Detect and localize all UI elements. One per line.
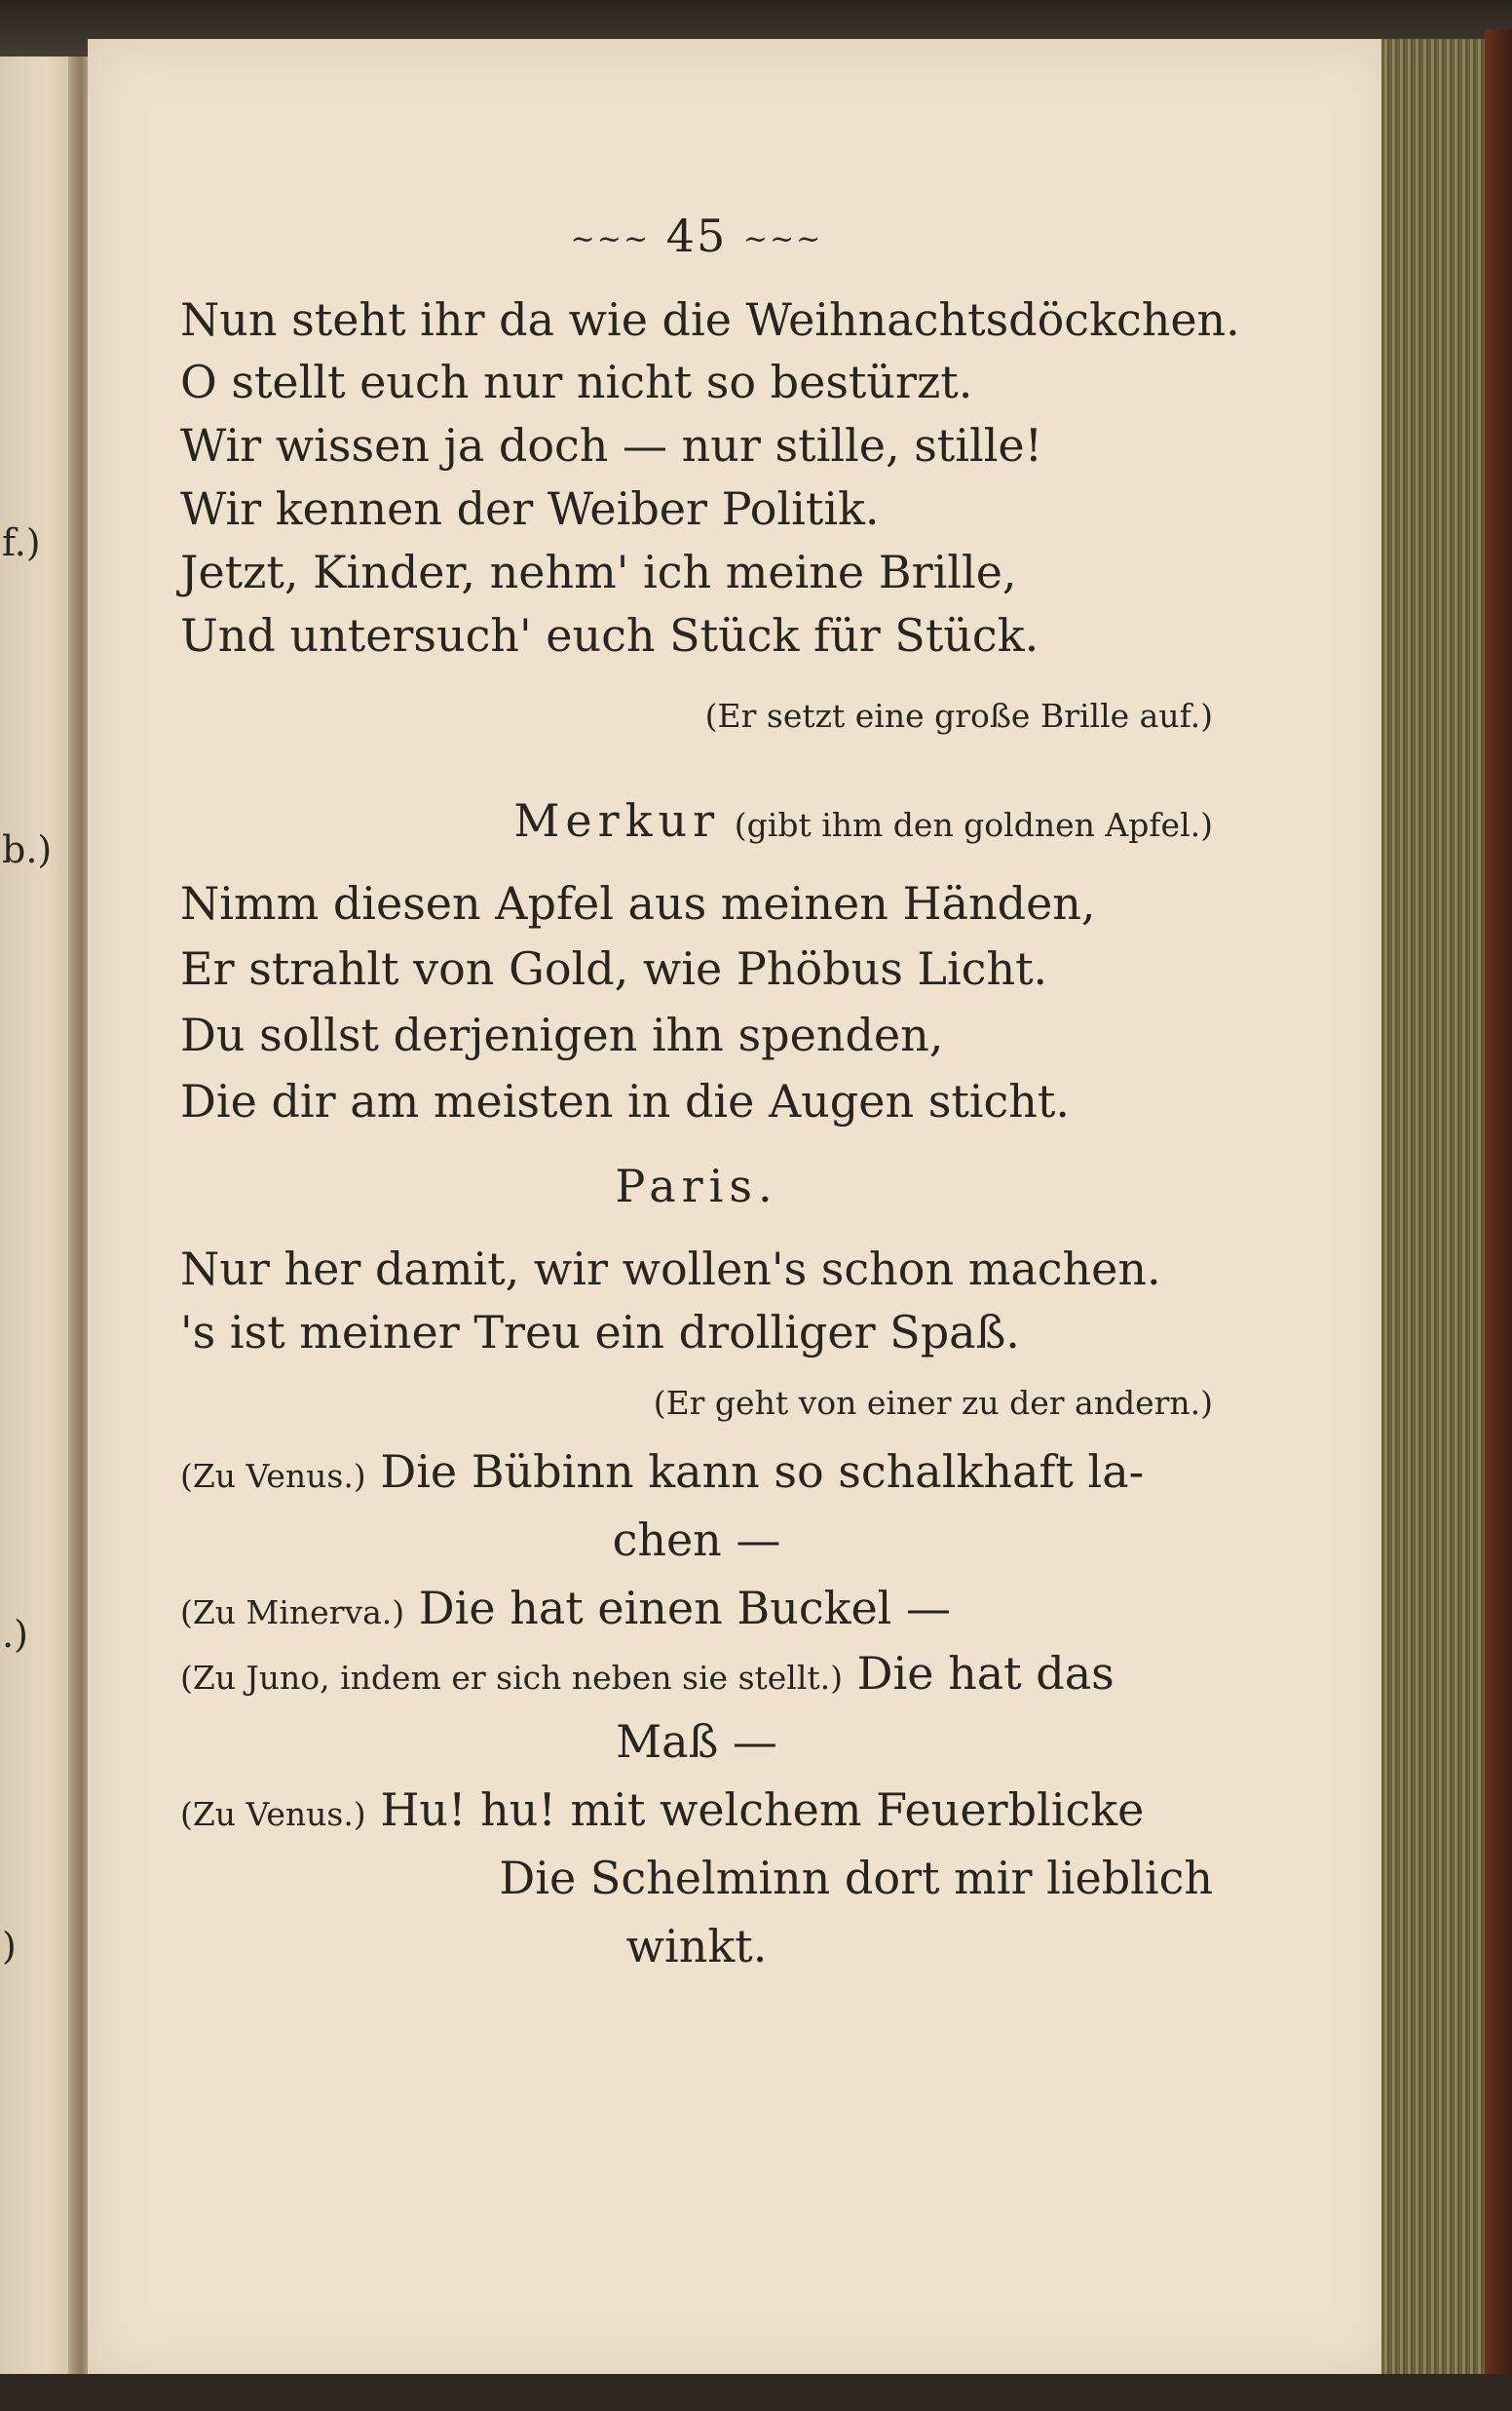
- verse-line: Maß —: [616, 1715, 777, 1768]
- page-header: [180, 210, 1213, 263]
- verse-line: Die dir am meisten in die Augen sticht.: [180, 1075, 1071, 1128]
- verse-line: Nur her damit, wir wollen's schon machen.: [180, 1243, 1161, 1295]
- header-ornament-left: ~~~: [570, 222, 651, 256]
- stage-direction: (Zu Venus.): [180, 1795, 366, 1833]
- left-mark: .): [2, 1613, 28, 1656]
- verse-line-with-direction: [180, 1783, 1144, 1837]
- verse-line: O stellt euch nur nicht so bestürzt.: [180, 356, 973, 408]
- speaker-line: [513, 794, 1213, 848]
- left-page-marks: [0, 0, 58, 2411]
- verse-line: Nimm diesen Apfel aus meinen Händen,: [180, 877, 1096, 930]
- verse-line-with-direction: [180, 1582, 951, 1635]
- book-cover-edge: [1485, 29, 1512, 2411]
- left-mark: b.): [2, 828, 53, 871]
- page-number: 45: [665, 210, 728, 262]
- stage-direction: (Er setzt eine große Brille auf.): [704, 697, 1213, 735]
- verse-line: 's ist meiner Treu ein drolliger Spaß.: [180, 1306, 1020, 1359]
- verse-line: Du sollst derjenigen ihn spenden,: [180, 1009, 944, 1061]
- left-mark: ): [2, 1925, 17, 1968]
- stage-direction: (Zu Minerva.): [180, 1593, 405, 1631]
- verse-line: winkt.: [625, 1920, 768, 1972]
- verse-line: Wir wissen ja doch — nur stille, stille!: [180, 419, 1043, 472]
- verse-line: Jetzt, Kinder, nehm' ich meine Brille,: [180, 546, 1017, 598]
- verse-text: Die Bübinn kann so schalkhaft la-: [380, 1445, 1145, 1498]
- verse-text: Die hat einen Buckel —: [418, 1582, 952, 1634]
- verse-line-with-direction: [180, 1445, 1144, 1499]
- verse-line: Und untersuch' euch Stück für Stück.: [180, 609, 1040, 662]
- header-ornament-right: ~~~: [742, 222, 823, 256]
- verse-line: Nun steht ihr da wie die Weihnachtsdöckchen.: [180, 293, 1240, 346]
- speaker-name: Merkur: [513, 794, 721, 847]
- verse-text: Die hat das: [856, 1647, 1115, 1700]
- verse-line: Die Schelminn dort mir lieblich: [499, 1852, 1213, 1904]
- verse-line: Er strahlt von Gold, wie Phöbus Licht.: [180, 942, 1048, 995]
- book-bottom-edge: [0, 2374, 1512, 2411]
- page-fore-edge: [1381, 39, 1489, 2378]
- stage-direction: (Zu Juno, indem er sich neben sie stellt.): [180, 1659, 844, 1697]
- stage-direction: (Zu Venus.): [180, 1457, 366, 1495]
- verse-line: chen —: [612, 1513, 781, 1566]
- left-mark: f.): [2, 521, 41, 564]
- verse-line-with-direction: [180, 1647, 1115, 1701]
- verse-text: Hu! hu! mit welchem Feuerblicke: [380, 1783, 1145, 1836]
- stage-direction: (Er geht von einer zu der andern.): [653, 1384, 1213, 1422]
- speaker-name: Paris.: [615, 1160, 778, 1212]
- verse-line: Wir kennen der Weiber Politik.: [180, 482, 880, 535]
- stage-direction: (gibt ihm den goldnen Apfel.): [734, 806, 1213, 844]
- page-text: [180, 210, 1240, 1983]
